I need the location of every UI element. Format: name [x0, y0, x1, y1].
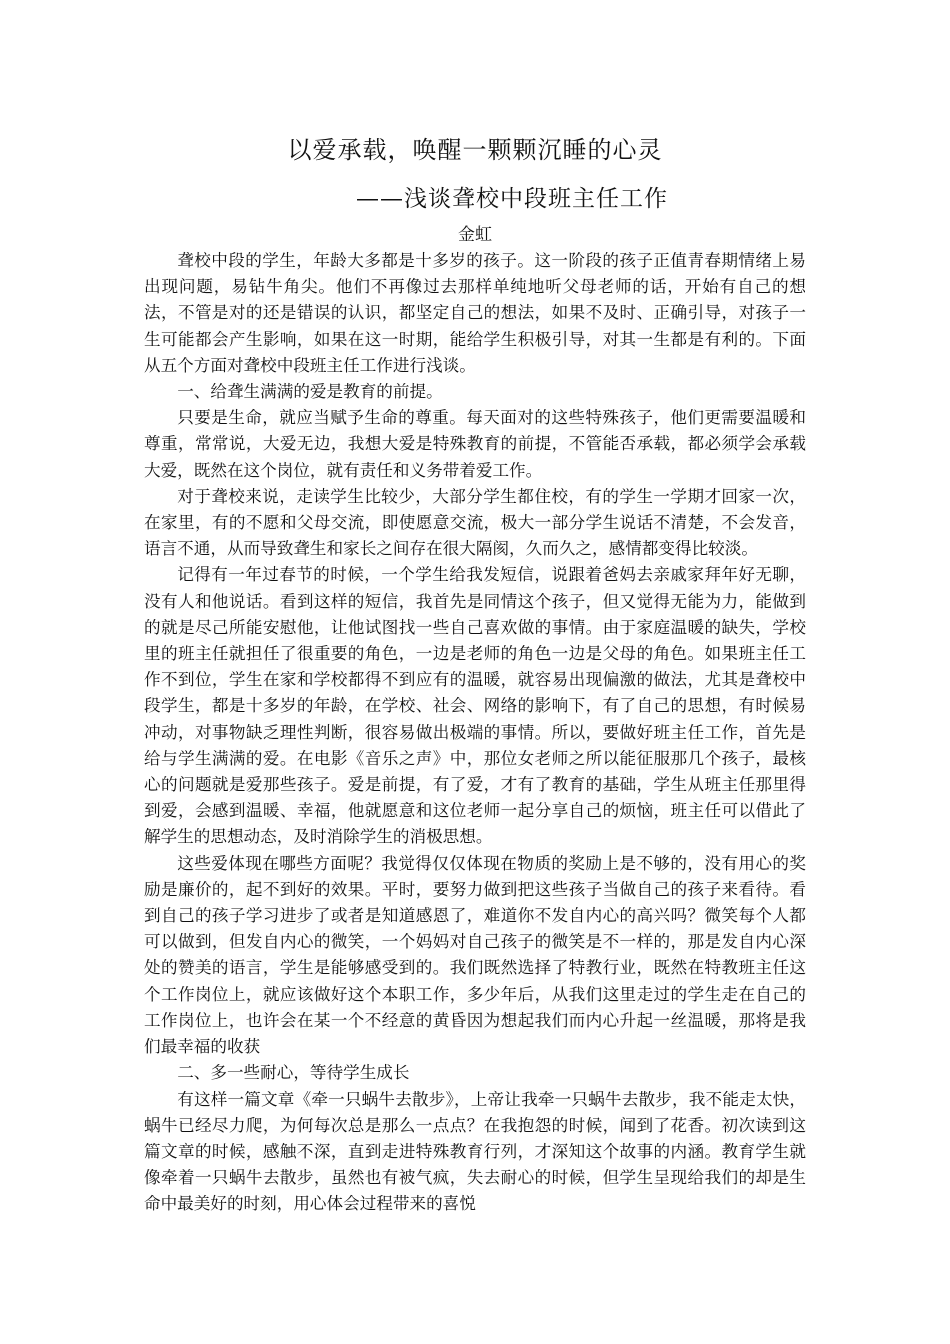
document-subtitle: ——浅谈聋校中段班主任工作 — [356, 186, 668, 212]
paragraph: 有这样一篇文章《牵一只蜗牛去散步》，上帝让我牵一只蜗牛去散步，我不能走太快，蜗牛已经尽力爬，为何每次总是那么一点点？在我抱怨的时候，闻到了花香。初次读到这篇文章的时候，感触不深，直到走进特殊教育行列，才深知这个故事的内涵。教育学生就像牵着一只蜗牛去散步，虽然也有被气疯，失去耐心的时候，但学生呈现给我们的却是生命中最美好的时刻，用心体会过程带来的喜悦 — [144, 1089, 806, 1214]
paragraph: 记得有一年过春节的时候，一个学生给我发短信，说跟着爸妈去亲戚家拜年好无聊，没有人和他说话。看到这样的短信，我首先是同情这个孩子，但又觉得无能为力，能做到的就是尽己所能安慰他，让他试图找一些自己喜欢做的事情。由于家庭温暖的缺失，学校里的班主任就担任了很重要的角色，一边是老师的角色一边是父母的角色。如果班主任工作不到位，学生在家和学校都得不到应有的温暖，就容易出现偏激的做法，尤其是聋校中段学生，都是十多岁的年龄，在学校、社会、网络的影响下，有了自己的思想，有时候易冲动，对事物缺乏理性判断，很容易做出极端的事情。所以，要做好班主任工作，首先是给与学生满满的爱。在电影《音乐之声》中，那位女老师之所以能征服那几个孩子，最核心的问题就是爱那些孩子。爱是前提，有了爱，才有了教育的基础，学生从班主任那里得到爱，会感到温暖、幸福，他就愿意和这位老师一起分享自己的烦恼，班主任可以借此了解学生的思想动态，及时消除学生的消极思想。 — [144, 565, 806, 847]
section-heading-1: 一、给聋生满满的爱是教育的前提。 — [177, 382, 443, 402]
section-heading-2: 二、多一些耐心，等待学生成长 — [177, 1063, 410, 1083]
document-body — [144, 248, 806, 1218]
document-title: 以爱承载，唤醒一颗颗沉睡的心灵 — [287, 136, 663, 164]
paragraph: 只要是生命，就应当赋予生命的尊重。每天面对的这些特殊孩子，他们更需要温暖和尊重，常常说，大爱无边，我想大爱是特殊教育的前提，不管能否承载，都必须学会承载大爱，既然在这个岗位，就有责任和义务带着爱工作。 — [144, 408, 806, 480]
paragraph: 这些爱体现在哪些方面呢？我觉得仅仅体现在物质的奖励上是不够的，没有用心的奖励是廉价的，起不到好的效果。平时，要努力做到把这些孩子当做自己的孩子来看待。看到自己的孩子学习进步了或者是知道感恩了，难道你不发自内心的高兴吗？微笑每个人都可以做到，但发自内心的微笑，一个妈妈对自己孩子的微笑是不一样的，那是发自内心深处的赞美的语言，学生是能够感受到的。我们既然选择了特教行业，既然在特教班主任这个工作岗位上，就应该做好这个本职工作，多少年后，从我们这里走过的学生走在自己的工作岗位上，也许会在某一个不经意的黄昏因为想起我们而内心升起一丝温暖，那将是我们最幸福的收获 — [144, 853, 806, 1057]
document-author: 金虹 — [458, 225, 492, 245]
paragraph-intro: 聋校中段的学生，年龄大多都是十多岁的孩子。这一阶段的孩子正值青春期情绪上易出现问题，易钻牛角尖。他们不再像过去那样单纯地听父母老师的话，开始有自己的想法，不管是对的还是错误的认识，都坚定自己的想法，如果不及时、正确引导，对孩子一生可能都会产生影响，如果在这一时期，能给学生积极引导，对其一生都是有利的。下面从五个方面对聋校中段班主任工作进行浅谈。 — [144, 251, 806, 375]
paragraph: 对于聋校来说，走读学生比较少，大部分学生都住校，有的学生一学期才回家一次，在家里，有的不愿和父母交流，即使愿意交流，极大一部分学生说话不清楚，不会发音，语言不通，从而导致聋生和家长之间存在很大隔阂，久而久之，感情都变得比较淡。 — [144, 486, 806, 559]
